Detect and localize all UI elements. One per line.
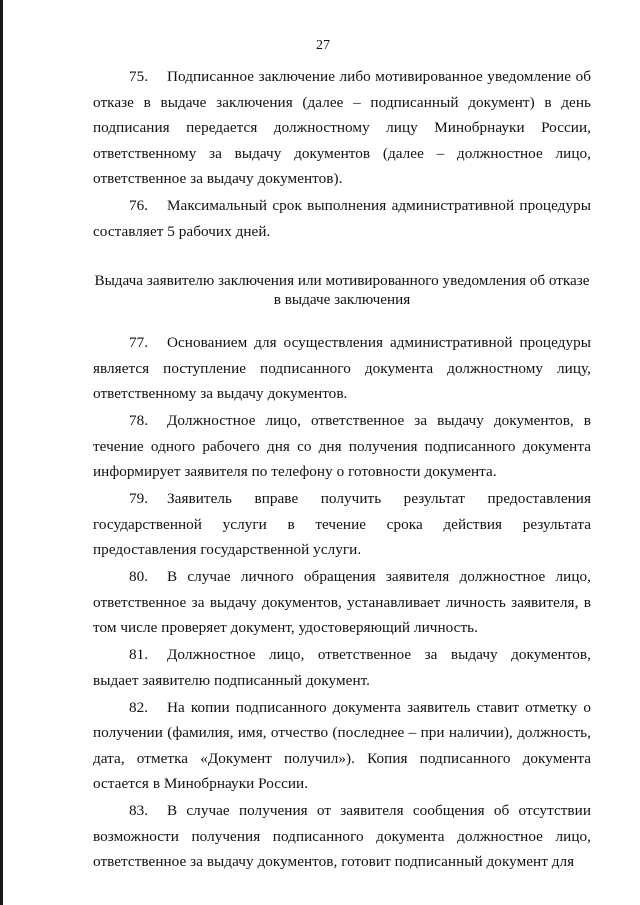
section-heading [93, 271, 591, 309]
paragraph-76 [93, 193, 591, 244]
paragraph-81 [93, 642, 591, 693]
paragraph-77 [93, 330, 591, 407]
paragraph-79 [93, 486, 591, 563]
document-body [93, 64, 591, 876]
paragraph-number: 75. [129, 68, 149, 85]
paragraph-number: 77. [129, 334, 149, 351]
section-heading-line-2: в выдаче заключения [273, 291, 411, 308]
paragraph-text: Должностное лицо, ответственное за выдачу документов, в течение одного рабочего дня со дня получения подписанного документа информирует заявителя по телефону о готовности документа. [93, 412, 591, 480]
paragraph-text: Заявитель вправе получить результат предоставления государственной услуги в течение срока действия результата предоставления государственной услуги. [93, 490, 591, 558]
paragraph-text: В случае личного обращения заявителя должностное лицо, ответственное за выдачу документов, устанавливает личность заявителя, в том числе проверяет документ, удостоверяющий личность. [93, 568, 591, 636]
paragraph-75 [93, 64, 591, 192]
paragraph-text: В случае получения от заявителя сообщения об отсутствии возможности получения подписанного документа должностное лицо, ответственное за выдачу документов, готовит подписанный документ для [93, 802, 591, 870]
paragraph-number: 78. [129, 412, 149, 429]
paragraph-text: Подписанное заключение либо мотивированное уведомление об отказе в выдаче заключения (далее – подписанный документ) в день подписания передается должностному лицу Минобрнауки России, ответственному за выдачу документов (далее – должностное лицо, ответственное за выдачу документов). [93, 68, 591, 187]
paragraph-number: 82. [129, 698, 149, 716]
paragraph-number: 76. [129, 197, 149, 214]
section-heading-line-1: Выдача заявителю заключения или мотивированного уведомления об отказе [94, 272, 590, 289]
paragraph-83 [93, 798, 591, 875]
paragraph-82 [93, 695, 591, 797]
paragraph-number: 79. [129, 490, 149, 507]
paragraph-number: 81. [129, 646, 149, 663]
paragraph-text: Основанием для осуществления административной процедуры является поступление подписанного документа должностному лицу, ответственному за выдачу документов. [93, 334, 591, 402]
page-number: 27 [316, 38, 330, 53]
paragraph-78 [93, 408, 591, 485]
paragraph-number: 83. [129, 802, 149, 819]
paragraph-80 [93, 564, 591, 641]
paragraph-text: На копии подписанного документа заявитель ставит отметку о получении (фамилия, имя, отчество (последнее – при наличии), должность, дата, отметка «Документ получил»). Копия подписанного документа остается в Минобрнауки России. [93, 698, 591, 792]
paragraph-number: 80. [129, 568, 149, 585]
paragraph-text: Должностное лицо, ответственное за выдачу документов, выдает заявителю подписанный документ. [93, 646, 591, 689]
paragraph-text: Максимальный срок выполнения административной процедуры составляет 5 рабочих дней. [93, 197, 591, 240]
